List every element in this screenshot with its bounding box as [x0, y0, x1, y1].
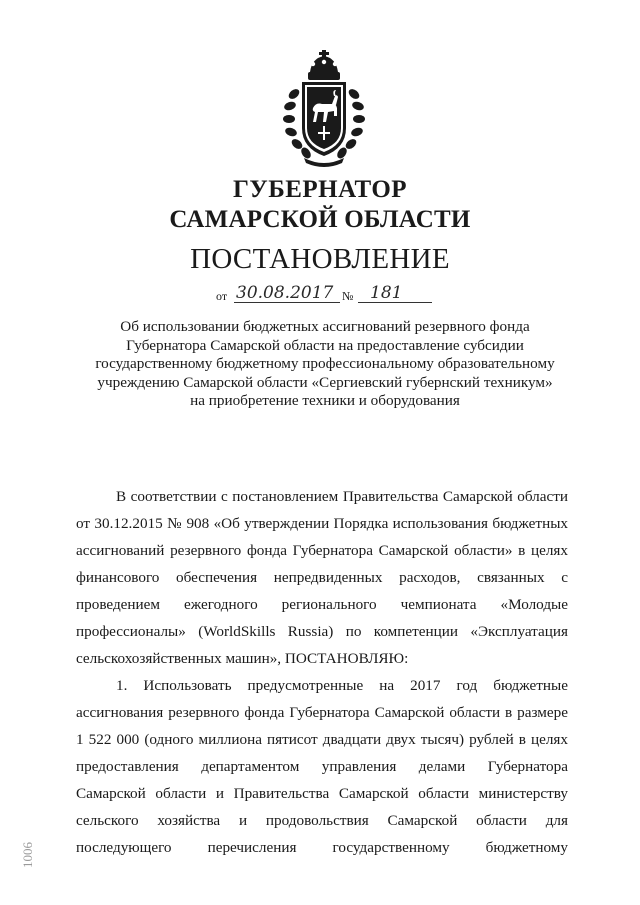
body-line: предоставления департаментом управления делами Губернатора	[76, 758, 568, 775]
number-label: №	[342, 289, 354, 303]
body-line: проведением ежегодного регионального чемпионата «Молодые	[76, 596, 568, 613]
margin-stamp-number	[18, 812, 38, 872]
body-line: Самарской области и Правительства Самарской области министерству	[76, 785, 568, 802]
subject-line: государственному бюджетному профессиональному образовательному	[95, 355, 555, 372]
body-line: сельскохозяйственных машин», ПОСТАНОВЛЯЮ:	[76, 650, 409, 667]
subject-line: Губернатора Самарской области на предоставление субсидии	[126, 336, 524, 354]
date-from-label: от	[216, 289, 228, 303]
handwritten-date: 30.08.2017	[236, 283, 334, 303]
body-line: 1. Использовать предусмотренные на 2017 год бюджетные	[116, 677, 568, 694]
subject-line: на приобретение техники и оборудования	[190, 392, 460, 409]
coat-of-arms-emblem	[282, 50, 366, 168]
body-line: В соответствии с постановлением Правительства Самарской области	[116, 488, 568, 505]
body-line: от 30.12.2015 № 908 «Об утверждении Порядка использования бюджетных	[76, 515, 568, 532]
number-underline	[358, 302, 432, 303]
body-line: 1 522 000 (одного миллиона пятисот двадцати двух тысяч) рублей в целях	[76, 731, 568, 748]
document-subject	[70, 318, 580, 411]
date-number-line	[210, 283, 440, 305]
body-line: ассигнования резервного фонда Губернатора Самарской области в размере	[76, 704, 568, 721]
body-line: последующего перечисления государственному бюджетному	[76, 839, 568, 856]
issuer-region: САМАРСКОЙ ОБЛАСТИ	[169, 206, 471, 233]
subject-line: Об использовании бюджетных ассигнований резервного фонда	[120, 318, 530, 335]
margin-stamp-text: 1006	[20, 842, 35, 868]
subject-line: учреждению Самарской области «Сергиевский губернский техникум»	[97, 373, 553, 391]
body-line: финансового обеспечения непредвиденных расходов, связанных с	[76, 569, 568, 586]
handwritten-number: 181	[370, 283, 403, 303]
document-type: ПОСТАНОВЛЕНИЕ	[190, 243, 450, 275]
body-line: профессионалы» (WorldSkills Russia) по компетенции «Эксплуатация	[76, 623, 568, 640]
body-line: ассигнований резервного фонда Губернатора Самарской области» в целях	[76, 542, 568, 559]
issuer-title: ГУБЕРНАТОР	[232, 176, 408, 203]
body-line: сельского хозяйства и продовольствия Самарской области для	[76, 812, 568, 829]
date-underline	[234, 302, 340, 303]
